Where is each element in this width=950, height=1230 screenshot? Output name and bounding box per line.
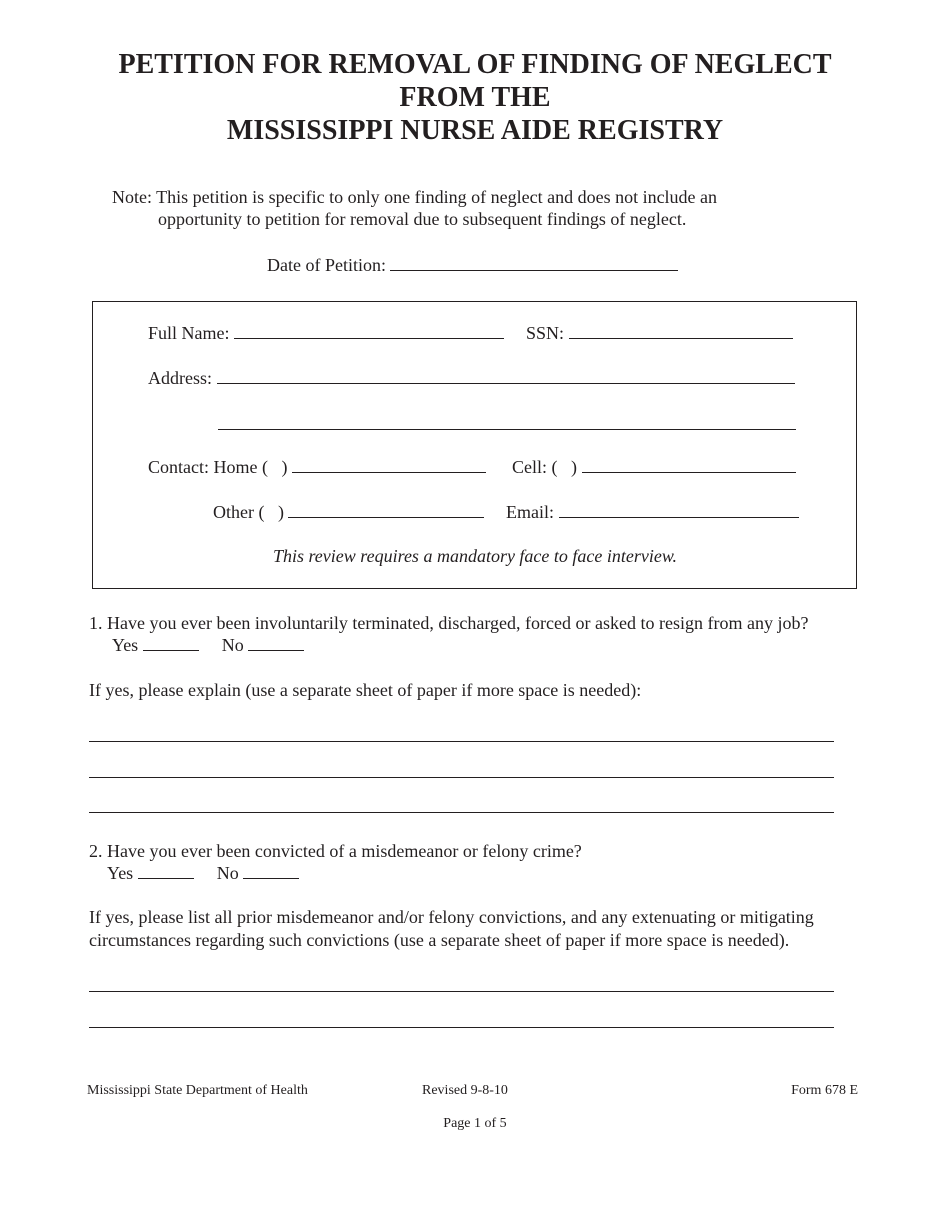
question-2-answer-row	[107, 862, 299, 884]
interview-notice: This review requires a mandatory face to face interview.	[272, 546, 678, 566]
q2-explanation-line-2[interactable]	[89, 1027, 834, 1028]
ssn-row	[526, 322, 793, 344]
q2-yes-field[interactable]	[138, 862, 194, 879]
q1-no-field[interactable]	[248, 634, 304, 651]
question-2-explain-line-1: If yes, please list all prior misdemeanor and/or felony convictions, and any extenuating or mitigating	[89, 907, 814, 927]
title-line-2: FROM THE	[399, 82, 551, 113]
q1-explanation-line-3[interactable]	[89, 812, 834, 813]
full-name-field[interactable]	[234, 322, 504, 339]
question-1-answer-row	[112, 634, 304, 656]
footer-revised: Revised 9-8-10	[422, 1083, 508, 1098]
q2-yes-label: Yes	[107, 863, 134, 883]
question-1-explain: If yes, please explain (use a separate sheet of paper if more space is needed):	[89, 680, 642, 700]
full-name-label: Full Name:	[148, 323, 230, 343]
address-row	[148, 367, 795, 389]
q1-yes-field[interactable]	[143, 634, 199, 651]
address-label: Address:	[148, 368, 212, 388]
contact-home-label: Contact: Home ( )	[148, 457, 288, 477]
note-line-2: opportunity to petition for removal due to subsequent findings of neglect.	[158, 209, 687, 229]
footer-form-number: Form 678 E	[791, 1083, 858, 1098]
date-of-petition-row	[267, 254, 678, 276]
q1-yes-label: Yes	[112, 635, 139, 655]
cell-field[interactable]	[582, 456, 796, 473]
address-field-2[interactable]	[218, 429, 796, 430]
q1-no-label: No	[221, 635, 244, 655]
address-field-1[interactable]	[217, 367, 795, 384]
date-of-petition-label: Date of Petition:	[267, 255, 386, 275]
full-name-row	[148, 322, 504, 344]
q2-no-label: No	[216, 863, 239, 883]
title-line-3: MISSISSIPPI NURSE AIDE REGISTRY	[226, 115, 724, 146]
other-field[interactable]	[288, 501, 484, 518]
q2-explanation-line-1[interactable]	[89, 991, 834, 992]
date-of-petition-field[interactable]	[390, 254, 678, 271]
other-row	[213, 501, 484, 523]
ssn-label: SSN:	[526, 323, 565, 343]
contact-home-field[interactable]	[292, 456, 486, 473]
ssn-field[interactable]	[569, 322, 793, 339]
q1-explanation-line-2[interactable]	[89, 777, 834, 778]
question-2-explain-line-2: circumstances regarding such convictions (use a separate sheet of paper if more space is needed).	[89, 930, 790, 950]
page-title	[0, 48, 950, 147]
footer-page-number: Page 1 of 5	[443, 1116, 507, 1131]
contact-home-row	[148, 456, 486, 478]
email-row	[506, 501, 799, 523]
note-line-1: Note: This petition is specific to only one finding of neglect and does not include an	[112, 187, 718, 207]
question-2: 2. Have you ever been convicted of a misdemeanor or felony crime?	[89, 841, 582, 861]
other-label: Other ( )	[213, 502, 284, 522]
question-1: 1. Have you ever been involuntarily terminated, discharged, forced or asked to resign from any job?	[89, 613, 809, 633]
cell-row	[512, 456, 796, 478]
q2-no-field[interactable]	[243, 862, 299, 879]
email-field[interactable]	[559, 501, 799, 518]
q1-explanation-line-1[interactable]	[89, 741, 834, 742]
title-line-1: PETITION FOR REMOVAL OF FINDING OF NEGLECT	[118, 49, 832, 80]
footer-department: Mississippi State Department of Health	[87, 1083, 308, 1098]
email-label: Email:	[506, 502, 554, 522]
cell-label: Cell: ( )	[512, 457, 577, 477]
